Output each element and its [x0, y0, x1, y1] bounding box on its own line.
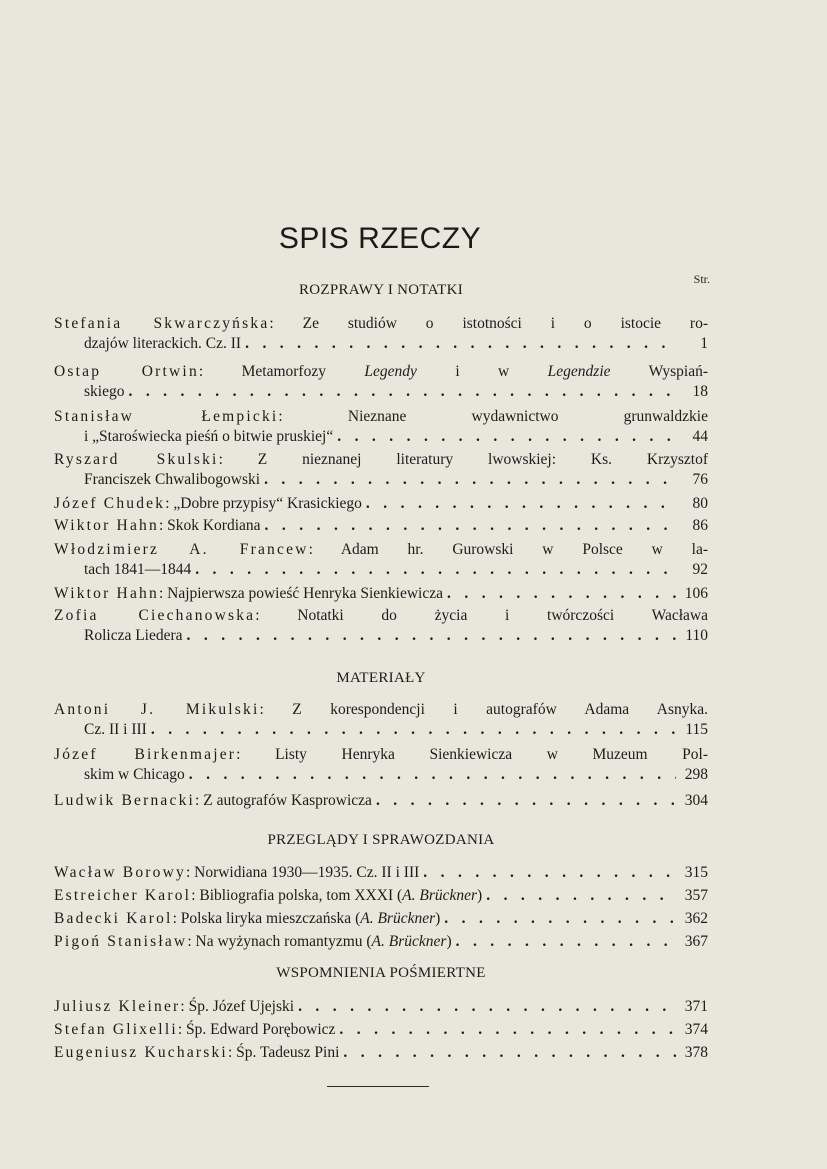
entry-page: 1 — [700, 335, 708, 352]
toc-entry — [54, 516, 708, 536]
entry-author: Józef Chudek — [54, 495, 166, 512]
toc-entry: Estreicher Karol : Bibliografia polska, tom XXXI ( A. Brückner ) . . . 357 — [54, 886, 708, 906]
dot-leader — [128, 382, 676, 402]
toc-entry — [54, 1020, 708, 1040]
toc-entry — [54, 450, 708, 490]
entry-reviewer: A. Brückner — [371, 933, 447, 950]
entry-title-cont: Franciszek Chwalibogowski — [84, 471, 261, 488]
toc-entry — [54, 540, 708, 580]
page-title: SPIS RZECZY — [278, 222, 482, 255]
entry-author: Juliusz Kleiner — [54, 998, 181, 1015]
entry-page: 304 — [684, 792, 708, 809]
entry-page: 357 — [684, 887, 708, 904]
entry-title-cont: i „Staroświecka pieśń o bitwie pruskiej“ — [84, 428, 334, 445]
entry-author: Ryszard Skulski — [54, 451, 219, 468]
toc-entry — [54, 997, 708, 1017]
dot-leader — [337, 427, 676, 447]
dot-leader — [245, 334, 676, 354]
entry-author: Eugeniusz Kucharski — [54, 1044, 228, 1061]
section-heading-przeglady: PRZEGLĄDY I SPRAWOZDANIA — [267, 832, 495, 848]
entry-page: 374 — [684, 1021, 708, 1038]
entry-title: : Norwidiana 1930—1935. Cz. II i III — [185, 864, 420, 881]
toc-entry — [54, 584, 708, 604]
entry-title: : Notatki do życia i twórczości Wacława — [255, 607, 708, 624]
entry-page: 315 — [684, 864, 708, 881]
entry-author: Pigoń Stanisław — [54, 933, 188, 950]
entry-page: 362 — [684, 910, 708, 927]
entry-author: Wiktor Hahn — [54, 517, 159, 534]
entry-title: : Śp. Tadeusz Pini — [227, 1044, 340, 1061]
dot-leader — [444, 909, 676, 929]
entry-page: 92 — [692, 561, 708, 578]
section-heading-rozprawy: ROZPRAWY I NOTATKI — [298, 282, 464, 298]
toc-entry — [54, 791, 708, 811]
entry-page: 44 — [692, 428, 708, 445]
dot-leader — [423, 863, 676, 883]
entry-author: Stefan Glixelli — [54, 1021, 178, 1038]
entry-author: Badecki Karol — [54, 910, 173, 927]
toc-entry — [54, 407, 708, 447]
toc-entry: Ostap Ortwin: Metamorfozy Legendy i w Legendzie Wyspiań- skiego . . . 18 — [54, 362, 708, 402]
entry-page: 86 — [692, 517, 708, 534]
entry-page: 298 — [684, 766, 708, 783]
dot-leader — [151, 720, 676, 740]
entry-title: : „Dobre przypisy“ Krasickiego — [165, 495, 362, 512]
entry-author: Stefania Skwarczyńska — [54, 315, 270, 332]
toc-entry — [54, 314, 708, 354]
section-heading-wspomnienia: WSPOMNIENIA POŚMIERTNE — [276, 965, 486, 981]
entry-page: 367 — [684, 933, 708, 950]
entry-reviewer: A. Brückner — [360, 910, 436, 927]
entry-author: Zofia Ciechanowska — [54, 607, 256, 624]
entry-title-italic: Legendzie — [547, 363, 611, 380]
entry-title: : Bibliografia polska, tom XXXI ( — [191, 887, 403, 904]
entry-title: : Skok Kordiana — [158, 517, 261, 534]
dot-leader — [343, 1043, 676, 1063]
section-heading-materialy: MATERIAŁY — [336, 670, 426, 686]
entry-title: : Z nieznanej literatury lwowskiej: Ks. Krzysztof — [218, 451, 708, 468]
entry-title-cont: skiego — [84, 383, 125, 400]
entry-title-cont: skim w Chicago — [84, 766, 185, 783]
dot-leader — [376, 791, 676, 811]
dot-leader — [189, 765, 676, 785]
entry-title-cont: tach 1841—1844 — [84, 561, 192, 578]
entry-title-cont: Rolicza Liedera — [84, 627, 183, 644]
dot-leader — [486, 886, 676, 906]
entry-title-italic: Legendy — [364, 363, 417, 380]
toc-entry — [54, 1043, 708, 1063]
entry-author: Wiktor Hahn — [54, 585, 159, 602]
entry-author: Wacław Borowy — [54, 864, 186, 881]
entry-page: 80 — [692, 495, 708, 512]
entry-page: 378 — [684, 1044, 708, 1061]
toc-entry — [54, 606, 708, 646]
toc-entry — [54, 863, 708, 883]
entry-author: Józef Birkenmajer — [54, 746, 237, 763]
entry-title: : Nieznane wydawnictwo grunwaldzkie — [278, 408, 708, 425]
entry-page: 115 — [685, 721, 708, 738]
entry-author: Estreicher Karol — [54, 887, 192, 904]
entry-page: 76 — [692, 471, 708, 488]
entry-title: : Ze studiów o istotności i o istocie ro- — [269, 315, 708, 332]
dot-leader — [447, 584, 676, 604]
entry-title-cont: Cz. II i III — [84, 721, 147, 738]
entry-title-cont: dzajów literackich. Cz. II — [84, 335, 242, 352]
entry-title: : Polska liryka mieszczańska ( — [172, 910, 361, 927]
entry-author: Włodzimierz A. Francew — [54, 541, 309, 558]
toc-entry — [54, 700, 708, 740]
dot-leader — [339, 1020, 676, 1040]
entry-title: : Śp. Józef Ujejski — [180, 998, 295, 1015]
toc-entry — [54, 494, 708, 514]
entry-author: Antoni J. Mikulski — [54, 701, 260, 718]
entry-title: : Śp. Edward Porębowicz — [177, 1021, 336, 1038]
closing-rule — [327, 1086, 429, 1087]
toc-entry: Pigoń Stanisław : Na wyżynach romantyzmu ( A. Brückner ) . . . 367 — [54, 932, 708, 952]
entry-title: : Listy Henryka Sienkiewicza w Muzeum Pol- — [236, 746, 709, 763]
dot-leader — [298, 997, 676, 1017]
toc-entry: Badecki Karol : Polska liryka mieszczańska ( A. Brückner ) . . . 362 — [54, 909, 708, 929]
dot-leader — [195, 560, 676, 580]
entry-page: 110 — [685, 627, 708, 644]
dot-leader — [366, 494, 676, 514]
page-column-label: Str. — [693, 272, 710, 286]
dot-leader — [456, 932, 676, 952]
entry-title: : Adam hr. Gurowski w Polsce w la- — [308, 541, 708, 558]
entry-title: : Najpierwsza powieść Henryka Sienkiewicza — [158, 585, 443, 602]
entry-page: 371 — [684, 998, 708, 1015]
toc-entry — [54, 745, 708, 785]
entry-reviewer: A. Brückner — [402, 887, 478, 904]
entry-author: Ostap Ortwin — [54, 363, 199, 380]
entry-title: : Z autografów Kasprowicza — [195, 792, 372, 809]
dot-leader — [265, 516, 676, 536]
entry-author: Ludwik Bernacki — [54, 792, 196, 809]
dot-leader — [187, 626, 676, 646]
entry-page: 106 — [684, 585, 708, 602]
entry-author: Stanisław Łempicki — [54, 408, 279, 425]
dot-leader — [264, 470, 676, 490]
entry-page: 18 — [692, 383, 708, 400]
entry-title: : Na wyżynach romantyzmu ( — [187, 933, 372, 950]
entry-title: : Z korespondencji i autografów Adama Asnyka. — [259, 701, 708, 718]
